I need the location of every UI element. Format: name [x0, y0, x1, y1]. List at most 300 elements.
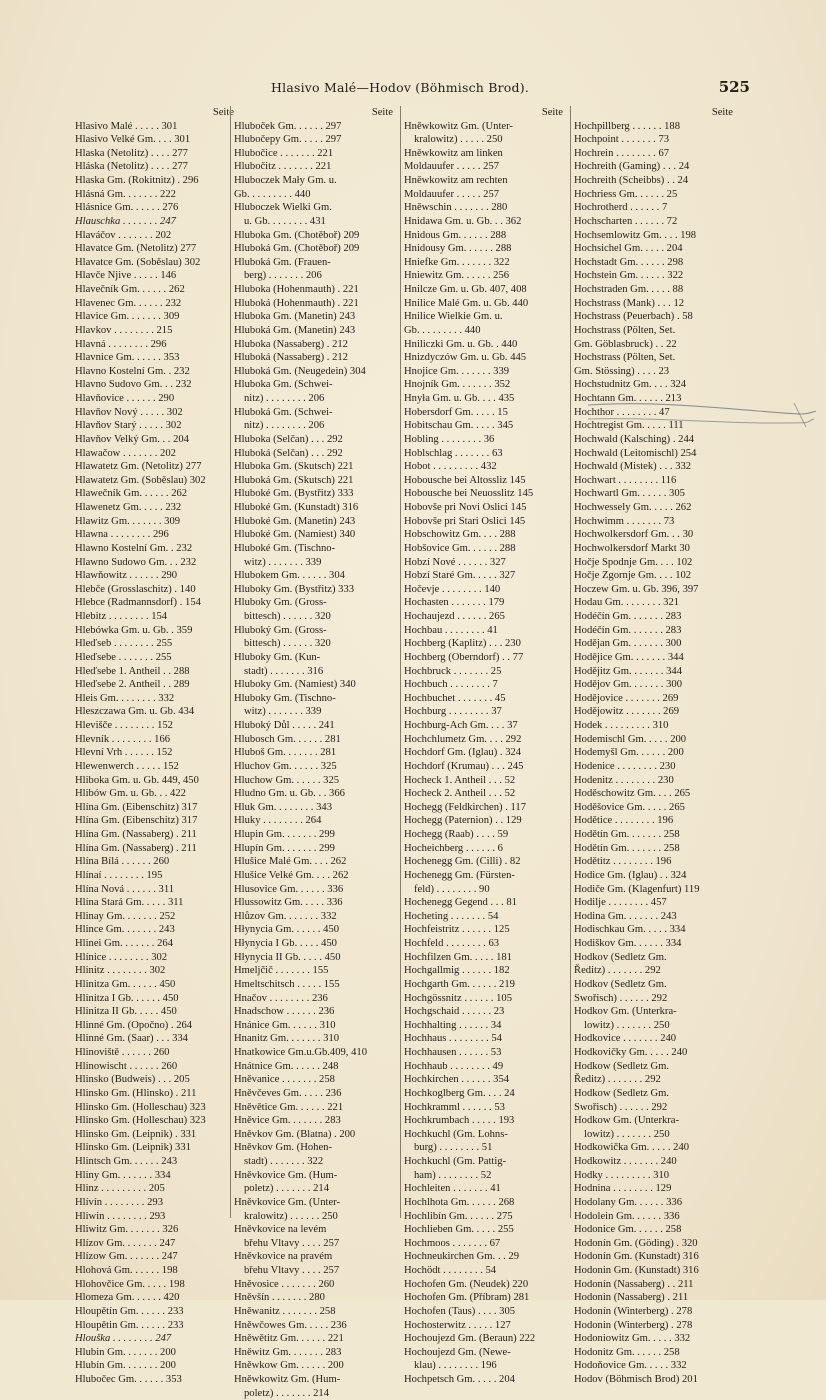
- index-entry: Hochenegg Gegend . . . 81: [404, 897, 517, 909]
- index-entry: Hlubosch Gm. . . . . . 281: [234, 733, 341, 745]
- index-entry: Hlawna . . . . . . . . 296: [75, 529, 169, 541]
- index-entry: Hněvšín . . . . . . . 280: [234, 1292, 325, 1304]
- index-entry: nitz) . . . . . . . . 206: [244, 393, 325, 405]
- index-entry: Hodonitz Gm. . . . . . 258: [574, 1346, 680, 1358]
- index-entry: Hluboká Gm. (Schwei-: [234, 406, 333, 418]
- index-entry: Hodolany Gm. . . . . . 336: [574, 1196, 682, 1208]
- index-entry: Hochhaus . . . . . . . . 54: [404, 1033, 502, 1045]
- index-entry: Hluboká Gm. (Chotěboř) 209: [234, 243, 360, 255]
- index-entry: Hoczew Gm. u. Gb. 396, 397: [574, 583, 699, 595]
- index-entry: Hodonice Gm. . . . . . 258: [574, 1224, 682, 1236]
- index-entry: Hodoniowitz Gm. . . . . 332: [574, 1333, 691, 1345]
- index-entry: Hlebce (Radmannsdorf) . 154: [75, 597, 201, 609]
- index-entry: Hochasten . . . . . . . 179: [404, 597, 505, 609]
- index-entry: Hněwanitz . . . . . . . 258: [234, 1305, 336, 1317]
- index-entry: Hlauschka . . . . . . . 247: [75, 215, 176, 227]
- index-entry: witz) . . . . . . . 339: [244, 556, 322, 568]
- column-header-seite: Seite: [371, 107, 393, 118]
- index-entry: burg) . . . . . . . . 51: [414, 1142, 493, 1154]
- index-entry: Hochkuchl (Gm. Lohns-: [404, 1128, 508, 1140]
- index-entry: Hodětín Gm. . . . . . . 258: [574, 829, 680, 841]
- index-entry: bittesch) . . . . . . 320: [244, 638, 331, 650]
- index-entry: Hliny Gm. . . . . . . 334: [75, 1169, 171, 1181]
- index-entry: Hmeljčič . . . . . . . 155: [234, 965, 329, 977]
- index-entry: Hluboka Gm. (Chotěboř) 209: [234, 229, 360, 241]
- index-entry: Hněwitz Gm. . . . . . . 283: [234, 1346, 342, 1358]
- index-entry: Hněvkovice Gm. (Unter-: [234, 1196, 340, 1208]
- index-entry: Hochwolkersdorf Markt 30: [574, 542, 690, 554]
- index-entry: Moldauufer . . . . . 257: [404, 161, 500, 173]
- index-entry: Hleszczawa Gm. u. Gb. 434: [75, 706, 195, 718]
- index-entry: břehu Vltavy . . . . 257: [244, 1237, 340, 1249]
- index-entry: Hlevní Vrh . . . . . . 152: [75, 747, 173, 759]
- index-entry: Hlupin Gm. . . . . . . 299: [234, 829, 335, 841]
- index-entry: Hněwkowitz Gm. (Hum-: [234, 1374, 341, 1386]
- index-entry: Hlinitza I Gb. . . . . . 450: [75, 992, 179, 1004]
- index-entry: Hochberg (Oberndorf) . . 77: [404, 651, 524, 663]
- index-entry: Hochbuch . . . . . . . . 7: [404, 679, 498, 691]
- index-entry: Hlince Gm. . . . . . . 243: [75, 924, 175, 936]
- index-entry: Hluboka Gm. (Skutsch) 221: [234, 461, 354, 473]
- index-entry: ham) . . . . . . . . 52: [414, 1169, 492, 1181]
- index-entry: Hnojice Gm. . . . . . . 339: [404, 365, 510, 377]
- index-entry: Hlawno Sudowo Gm. . . 232: [75, 556, 197, 568]
- index-entry: Hněvkovice na levém: [234, 1224, 327, 1236]
- index-entry: Hłynycia Gm. . . . . . 450: [234, 924, 340, 936]
- index-entry: Hlevišče . . . . . . . . 152: [75, 720, 173, 732]
- index-entry: Hobousche bei Neuosslitz 145: [404, 488, 534, 500]
- index-entry: břehu Vltavy . . . . 257: [244, 1265, 340, 1277]
- index-entry: Hlinsko (Budweis) . . . 205: [75, 1074, 190, 1086]
- index-entry: Hnilice Malé Gm. u. Gb. 440: [404, 297, 529, 309]
- index-entry: Hochbruck . . . . . . . 25: [404, 665, 502, 677]
- index-entry: Hluboky Gm. (Tischno-: [234, 692, 336, 704]
- index-entry: Hněwkowitz Gm. (Unter-: [404, 120, 513, 132]
- index-entry: Hochegg (Paternion) . . 129: [404, 815, 522, 827]
- index-entry: Hlawno Kostelní Gm. . 232: [75, 542, 193, 554]
- index-entry: Hodkov (Sedletz Gm.: [574, 978, 667, 990]
- index-entry: Hněwětitz Gm. . . . . . 221: [234, 1333, 344, 1345]
- index-entry: Hlízov Gm. . . . . . . 247: [75, 1237, 176, 1249]
- index-entry: Hochkrumbach . . . . . 193: [404, 1115, 515, 1127]
- handwritten-pencil-mark: [588, 393, 818, 433]
- index-entry: Hlohová Gm. . . . . . 198: [75, 1265, 178, 1277]
- index-entry: Hluky . . . . . . . . 264: [234, 815, 322, 827]
- index-entry: Hnyła Gm. u. Gb. . . . 435: [404, 393, 515, 405]
- index-entry: Hochaujezd . . . . . . 265: [404, 611, 505, 623]
- index-entry: Hnidousy Gm. . . . . . 288: [404, 243, 512, 255]
- index-entry: Hočje Spodnje Gm. . . . 102: [574, 556, 693, 568]
- index-entry: Hlomeza Gm. . . . . . 420: [75, 1292, 180, 1304]
- index-entry: Hlavnice Gm. . . . . . 353: [75, 352, 180, 364]
- index-entry: Hochwald (Mistek) . . . 332: [574, 461, 692, 473]
- index-entry: Hodoňovice Gm. . . . . 332: [574, 1360, 687, 1372]
- index-entry: Hodov (Böhmisch Brod) 201: [574, 1374, 698, 1386]
- index-entry: Hluboczek Wielki Gm.: [234, 202, 332, 214]
- index-entry: Hodischkau Gm. . . . . 334: [574, 924, 686, 936]
- index-entry: Hochpetsch Gm. . . . . 204: [404, 1374, 515, 1386]
- index-entry: Hluboká Gm. (Manetin) 243: [234, 324, 356, 336]
- index-entry: Hluboka (Nassaberg) . 212: [234, 338, 348, 350]
- index-entry: Hoděšovice Gm. . . . . 265: [574, 801, 685, 813]
- index-entry: Hłynycia II Gb. . . . . 450: [234, 951, 341, 963]
- index-entry: Hnánice Gm. . . . . . 310: [234, 1019, 336, 1031]
- index-entry: Hobovše pri Stari Oslici 145: [404, 515, 526, 527]
- index-entry: Hochfilzen Gm. . . . . 181: [404, 951, 512, 963]
- index-entry: Hlavná . . . . . . . . 296: [75, 338, 167, 350]
- index-entry: Hodonín Gm. (Kunstadt) 316: [574, 1251, 699, 1263]
- page-number: 525: [718, 78, 750, 96]
- index-entry: Hlavno Kostelní Gm. . 232: [75, 365, 190, 377]
- index-entry: Hlawačow . . . . . . . 202: [75, 447, 176, 459]
- index-entry: Hlavice Gm. . . . . . . 309: [75, 311, 180, 323]
- index-entry: Hlůzov Gm. . . . . . . 332: [234, 910, 337, 922]
- index-entry: Hněwschin . . . . . . . 280: [404, 202, 508, 214]
- index-column-3: [400, 106, 567, 1386]
- index-entry: Hlawatetz Gm. (Netolitz) 277: [75, 461, 202, 473]
- index-entry: Hočevje . . . . . . . . 140: [404, 583, 501, 595]
- index-entry: Hnizdyczów Gm. u. Gb. 445: [404, 352, 527, 364]
- index-entry: Hochkramml . . . . . . 53: [404, 1101, 505, 1113]
- index-entry: Hochberg (Kaplitz) . . . 230: [404, 638, 521, 650]
- index-entry: Hochscharten . . . . . . 72: [574, 215, 678, 227]
- index-entry: Hlínice . . . . . . . . 302: [75, 951, 168, 963]
- index-entry: Hlinoviště . . . . . . 260: [75, 1047, 170, 1059]
- index-entry: Hochsemlowitz Gm. . . . 198: [574, 229, 697, 241]
- index-entry: Hlibów Gm. u. Gb. . . 422: [75, 788, 186, 800]
- index-entry: Hlušice Malé Gm. . . . 262: [234, 856, 347, 868]
- index-entry: Hněvětice Gm. . . . . . 221: [234, 1101, 344, 1113]
- index-entry: Hlasivo Velké Gm. . . . 301: [75, 134, 191, 146]
- index-entry: Hněwkowitz am linken: [404, 147, 503, 159]
- index-entry: Swořisch) . . . . . . 292: [574, 992, 668, 1004]
- index-entry: lowitz) . . . . . . . 250: [584, 1128, 670, 1140]
- index-entry: Hodonin (Nassaberg) . 211: [574, 1292, 689, 1304]
- index-entry: Hochoujezd Gm. (Newe-: [404, 1346, 511, 1358]
- index-entry: Hluboká Gm. (Neugedein) 304: [234, 365, 366, 377]
- index-entry: Hniefke Gm. . . . . . . 322: [404, 256, 510, 268]
- index-entry: Hodkowitz . . . . . . . 240: [574, 1156, 677, 1168]
- index-entry: Hochstudnitz Gm. . . . 324: [574, 379, 687, 391]
- index-entry: Gm. Stössing) . . . . 23: [574, 365, 670, 377]
- index-entry: Hochhalting . . . . . . 34: [404, 1019, 502, 1031]
- index-entry: Hochlibín Gm. . . . . . 275: [404, 1210, 513, 1222]
- index-entry: Hlaska Gm. (Rokitnitz) . 296: [75, 175, 199, 187]
- index-entry: Hlavňov Starý . . . . . 302: [75, 420, 182, 432]
- index-entry: Hochgschaid . . . . . . 23: [404, 1006, 505, 1018]
- index-entry: Hněwčowes Gm. . . . . 236: [234, 1319, 347, 1331]
- index-entry: Hochtann Gm. . . . . . 213: [574, 393, 682, 405]
- index-entry: Hlebče (Grosslaschitz) . 140: [75, 583, 196, 595]
- index-entry: Hněvčeves Gm. . . . . 236: [234, 1087, 342, 1099]
- index-entry: Hleďseb . . . . . . . . 255: [75, 638, 173, 650]
- index-entry: Hodenice . . . . . . . . 230: [574, 760, 676, 772]
- index-entry: Hocheting . . . . . . . 54: [404, 910, 499, 922]
- index-entry: Hlína Gm. (Nassaberg) . 211: [75, 829, 197, 841]
- index-entry: Hodenitz . . . . . . . . 230: [574, 774, 674, 786]
- index-entry: Hlubin Gm. . . . . . . 200: [75, 1346, 176, 1358]
- index-entry: Hlawenetz Gm. . . . . 232: [75, 502, 182, 514]
- index-entry: Hloupětin Gm. . . . . . 233: [75, 1319, 184, 1331]
- index-entry: Hlína Gm. (Eibenschitz) 317: [75, 801, 198, 813]
- index-entry: Hodětice . . . . . . . . 196: [574, 815, 674, 827]
- index-entry: Hlinsko Gm. (Leipnik) . 331: [75, 1128, 197, 1140]
- index-entry: Hlavkov . . . . . . . . 215: [75, 324, 173, 336]
- index-column-1: [72, 106, 238, 1386]
- index-entry: Hodkow (Sedletz Gm.: [574, 1087, 670, 1099]
- index-entry: Hliboka Gm. u. Gb. 449, 450: [75, 774, 199, 786]
- index-entry: Hobzí Nové . . . . . . 327: [404, 556, 506, 568]
- index-entry: Swořisch) . . . . . . 292: [574, 1101, 668, 1113]
- index-entry: Hochriess Gm. . . . . . 25: [574, 188, 678, 200]
- index-entry: Hodonín (Winterberg) . 278: [574, 1305, 693, 1317]
- index-entry: Hluboký Důl . . . . . 241: [234, 720, 335, 732]
- index-entry: Hnilcze Gm. u. Gb. 407, 408: [404, 284, 527, 296]
- index-entry: Hněvanice . . . . . . . 258: [234, 1074, 335, 1086]
- index-entry: Hodkovičky Gm. . . . . 240: [574, 1047, 688, 1059]
- index-entry: Hobersdorf Gm. . . . . 15: [404, 406, 508, 418]
- index-entry: Hodéčín Gm. . . . . . . 283: [574, 611, 682, 623]
- index-entry: Hlinowischt . . . . . . 260: [75, 1060, 178, 1072]
- index-entry: Hniewitz Gm. . . . . . 256: [404, 270, 510, 282]
- index-entry: Hochdorf (Krumau) . . . 245: [404, 760, 524, 772]
- index-entry: Hleis Gm. . . . . . . . 332: [75, 692, 175, 704]
- index-entry: Hodolein Gm. . . . . . 336: [574, 1210, 680, 1222]
- running-head: Hlasivo Malé—Hodov (Böhmisch Brod).: [271, 80, 529, 95]
- index-entry: Hlinitz . . . . . . . . 302: [75, 965, 166, 977]
- index-entry: Hodiškov Gm. . . . . . 334: [574, 938, 682, 950]
- index-entry: Hobousche bei Altossliz 145: [404, 474, 526, 486]
- index-entry: poletz) . . . . . . . 214: [244, 1387, 330, 1399]
- index-entry: Hlasivo Malé . . . . . 301: [75, 120, 178, 132]
- index-entry: Hochosterwitz . . . . . 127: [404, 1319, 511, 1331]
- index-entry: Hochenegg Gm. (Cilli) . 82: [404, 856, 521, 868]
- index-entry: Hodemyšl Gm. . . . . . 200: [574, 747, 684, 759]
- index-entry: Hluboká (Nassaberg) . 212: [234, 352, 348, 364]
- index-entry: Hlupín Gm. . . . . . . 299: [234, 842, 335, 854]
- index-entry: Hodějan Gm. . . . . . . 300: [574, 638, 682, 650]
- index-entry: Hochwimm . . . . . . . 73: [574, 515, 675, 527]
- index-entry: Hochstrass (Peuerbach) . 58: [574, 311, 693, 323]
- index-entry: Hodějovice . . . . . . . 269: [574, 692, 679, 704]
- index-entry: Hlína Bílá . . . . . . 260: [75, 856, 170, 868]
- index-entry: Hlinitza Gm. . . . . . 450: [75, 978, 176, 990]
- index-entry: Hodice Gm. (Iglau) . . 324: [574, 869, 687, 881]
- index-entry: Hochstein Gm. . . . . . 322: [574, 270, 684, 282]
- index-entry: Hněvice Gm. . . . . . . 283: [234, 1115, 341, 1127]
- index-entry: Hlubokem Gm. . . . . . 304: [234, 570, 345, 582]
- index-entry: Hodau Gm. . . . . . . . 321: [574, 597, 680, 609]
- index-entry: Hluboka (Hohenmauth) . 221: [234, 284, 359, 296]
- index-entry: Hobschowitz Gm. . . . 288: [404, 529, 516, 541]
- index-entry: Hlinay Gm. . . . . . . 252: [75, 910, 176, 922]
- index-entry: Hlubočec Gm. . . . . . 353: [75, 1374, 182, 1386]
- index-entry: Hodětitz . . . . . . . . 196: [574, 856, 672, 868]
- index-entry: Gm. Göblasbruck) . . 22: [574, 338, 677, 350]
- index-entry: Hochpoint . . . . . . . 73: [574, 134, 670, 146]
- index-entry: stadt) . . . . . . . 316: [244, 665, 324, 677]
- index-entry: Hloupětín Gm. . . . . . 233: [75, 1305, 184, 1317]
- index-entry: nitz) . . . . . . . . 206: [244, 420, 325, 432]
- index-entry: Hluboky Gm. (Namiest) 340: [234, 679, 356, 691]
- index-entry: Hlaska (Netolitz) . . . . 277: [75, 147, 188, 159]
- index-entry: Hochlieben Gm. . . . . 255: [404, 1224, 514, 1236]
- index-entry: Hněvkov Gm. (Blatna) . 200: [234, 1128, 356, 1140]
- index-entry: Hněvkovice na pravém: [234, 1251, 333, 1263]
- index-entry: Hluboczek Mały Gm. u.: [234, 175, 337, 187]
- index-entry: Hochwald (Leitomischl) 254: [574, 447, 697, 459]
- index-entry: Hluboček Gm. . . . . . 297: [234, 120, 342, 132]
- index-entry: Hobot . . . . . . . . . 432: [404, 461, 497, 473]
- index-entry: Hluchov Gm. . . . . . 325: [234, 760, 337, 772]
- index-entry: Hlebówka Gm. u. Gb. . 359: [75, 624, 193, 636]
- index-entry: Hochwald (Kalsching) . 244: [574, 433, 695, 445]
- index-entry: Hliwin . . . . . . . . 293: [75, 1210, 166, 1222]
- index-entry: Hlubočice . . . . . . . 221: [234, 147, 334, 159]
- index-entry: Hlásná Gm. . . . . . . 222: [75, 188, 176, 200]
- index-entry: Hochegg (Raab) . . . . 59: [404, 829, 509, 841]
- index-entry: Hodějowitz . . . . . . . 269: [574, 706, 680, 718]
- index-entry: Hnidawa Gm. u. Gb. . . 362: [404, 215, 522, 227]
- index-entry: Hochsichel Gm. . . . . 204: [574, 243, 683, 255]
- index-entry: Hochmoos . . . . . . . 67: [404, 1237, 501, 1249]
- index-entry: Hlavňov Velký Gm. . . 204: [75, 433, 189, 445]
- index-entry: Hochstrass (Pölten, Set.: [574, 352, 676, 364]
- index-entry: Hlinsko Gm. (Hlinsko) . 211: [75, 1087, 197, 1099]
- column-header-seite: Seite: [212, 107, 234, 118]
- index-entry: Hochgössnitz . . . . . . 105: [404, 992, 512, 1004]
- index-entry: Hochburg-Ach Gm. . . . 37: [404, 720, 518, 732]
- index-entry: Hnidous Gm. . . . . . 288: [404, 229, 507, 241]
- index-entry: Hlavče Njive . . . . . 146: [75, 270, 177, 282]
- index-entry: Hlinz . . . . . . . . . 205: [75, 1183, 165, 1195]
- index-entry: Hochlhota Gm. . . . . . 268: [404, 1196, 515, 1208]
- index-entry: Hlinné Gm. (Saar) . . . 334: [75, 1033, 188, 1045]
- index-entry: Hluboky Gm. (Bystřitz) 333: [234, 583, 355, 595]
- index-entry: Hochhaub . . . . . . . . 49: [404, 1060, 504, 1072]
- index-entry: Hłynycia I Gb. . . . . 450: [234, 938, 337, 950]
- index-entry: Hluboké Gm. (Kunstadt) 316: [234, 502, 359, 514]
- index-column-4: [570, 106, 737, 1386]
- index-entry: Hněvkovice Gm. (Hum-: [234, 1169, 338, 1181]
- index-entry: Hleďsebe 2. Antheil . . 289: [75, 679, 190, 691]
- index-entry: Hodkov Gm. (Unterkra-: [574, 1006, 677, 1018]
- index-entry: Hlavečník Gm. . . . . . 262: [75, 284, 185, 296]
- index-entry: Hochdorf Gm. (Iglau) . 324: [404, 747, 522, 759]
- index-entry: Hlebitz . . . . . . . . 154: [75, 611, 168, 623]
- index-entry: Hočje Zgornje Gm. . . . 102: [574, 570, 692, 582]
- index-entry: Hluboké Gm. (Bystřitz) 333: [234, 488, 354, 500]
- index-entry: Hlavňov Nový . . . . . 302: [75, 406, 183, 418]
- index-entry: Hodemischl Gm. . . . . 200: [574, 733, 687, 745]
- index-entry: Hochbau . . . . . . . . 41: [404, 624, 498, 636]
- index-entry: Hnanitz Gm. . . . . . . 310: [234, 1033, 340, 1045]
- index-entry: Hnatkowice Gm.u.Gb.409, 410: [234, 1047, 367, 1059]
- index-entry: Hochpillberg . . . . . . 188: [574, 120, 681, 132]
- index-entry: Hnojník Gm. . . . . . . 352: [404, 379, 511, 391]
- index-entry: Hochneukirchen Gm. . . 29: [404, 1251, 520, 1263]
- index-entry: Hodek . . . . . . . . . 310: [574, 720, 669, 732]
- index-entry: Hněvosice . . . . . . . 260: [234, 1278, 335, 1290]
- index-entry: Hlussowitz Gm. . . . . 336: [234, 897, 343, 909]
- index-entry: Hlinné Gm. (Opočno) . 264: [75, 1019, 193, 1031]
- index-entry: Hlína Gm. (Eibenschitz) 317: [75, 815, 198, 827]
- index-entry: Hluboká (Hohenmauth) . 221: [234, 297, 359, 309]
- index-entry: Hlinitza II Gb. . . . . 450: [75, 1006, 177, 1018]
- index-entry: Hocheichberg . . . . . . 6: [404, 842, 503, 854]
- index-entry: Hlízow Gm. . . . . . . 247: [75, 1251, 178, 1263]
- index-entry: Hláska (Netolitz) . . . . 277: [75, 161, 188, 173]
- index-entry: Hliwitz Gm. . . . . . . 326: [75, 1224, 179, 1236]
- index-entry: Hodějov Gm. . . . . . . 300: [574, 679, 682, 691]
- index-entry: Hlewenwerch . . . . . 152: [75, 760, 179, 772]
- index-entry: Hochfeistritz . . . . . . 125: [404, 924, 510, 936]
- index-entry: berg) . . . . . . . 206: [244, 270, 322, 282]
- index-entry: Hlawňowitz . . . . . . 290: [75, 570, 178, 582]
- index-entry: Hochwartl Gm. . . . . . 305: [574, 488, 685, 500]
- index-entry: Hochofen Gm. (Příbram) 281: [404, 1292, 530, 1304]
- index-entry: Hochoujezd Gm. (Beraun) 222: [404, 1333, 536, 1345]
- index-entry: Hluboký Gm. (Gross-: [234, 624, 327, 636]
- index-entry: Hlavatce Gm. (Soběslau) 302: [75, 256, 201, 268]
- index-entry: Hochthor . . . . . . . . 47: [574, 406, 670, 418]
- index-entry: Hochrotherd . . . . . . 7: [574, 202, 668, 214]
- index-entry: feld) . . . . . . . . 90: [414, 883, 490, 895]
- index-entry: Hochwart . . . . . . . . 116: [574, 474, 677, 486]
- index-entry: Hlubočepy Gm. . . . . 297: [234, 134, 342, 146]
- index-entry: Hochtregist Gm. . . . . 111: [574, 420, 684, 432]
- index-entry: Hoblschlag . . . . . . . 63: [404, 447, 503, 459]
- index-entry: Hochburg . . . . . . . . 37: [404, 706, 502, 718]
- index-entry: Hluboká Gm. (Skutsch) 221: [234, 474, 354, 486]
- index-entry: Hochgarth Gm. . . . . . 219: [404, 978, 515, 990]
- index-entry: Hněwkow Gm. . . . . . 200: [234, 1360, 344, 1372]
- index-entry: Hochstadt Gm. . . . . . 298: [574, 256, 684, 268]
- index-entry: Hochbuchet . . . . . . . 45: [404, 692, 506, 704]
- index-entry: Hlína Stará Gm. . . . . 311: [75, 897, 184, 909]
- index-entry: Hodina Gm. . . . . . . 243: [574, 910, 677, 922]
- index-entry: Hochleiten . . . . . . . 41: [404, 1183, 501, 1195]
- index-entry: Hlawitz Gm. . . . . . . 309: [75, 515, 181, 527]
- index-entry: Hmeltschitsch . . . . . 155: [234, 978, 340, 990]
- index-entry: Hnadschow . . . . . . 236: [234, 1006, 335, 1018]
- index-entry: Hluchow Gm. . . . . . 325: [234, 774, 340, 786]
- index-entry: Hodonín Gm. (Göding) . 320: [574, 1237, 698, 1249]
- index-entry: Hochkoglberg Gm. . . . 24: [404, 1087, 515, 1099]
- index-entry: Hlinei Gm. . . . . . . 264: [75, 938, 173, 950]
- index-entry: Ředitz) . . . . . . . 292: [574, 965, 661, 977]
- index-entry: Hlavenec Gm. . . . . . 232: [75, 297, 182, 309]
- index-entry: Hněwkowitz am rechten: [404, 175, 508, 187]
- index-entry: Hocheck 1. Antheil . . . 52: [404, 774, 516, 786]
- index-entry: Hochstrass (Mank) . . . 12: [574, 297, 685, 309]
- index-entry: Hochofen Gm. (Neudek) 220: [404, 1278, 529, 1290]
- index-entry: Hodnina . . . . . . . . 129: [574, 1183, 672, 1195]
- index-entry: Hlavno Sudovo Gm. . . 232: [75, 379, 192, 391]
- index-entry: Hochegg (Feldkirchen) . 117: [404, 801, 526, 813]
- index-entry: Hluboky Gm. (Gross-: [234, 597, 327, 609]
- index-entry: Hodky . . . . . . . . . 310: [574, 1169, 670, 1181]
- index-entry: Hlásnice Gm. . . . . . 276: [75, 202, 179, 214]
- index-entry: Hlavňovice . . . . . . 290: [75, 393, 175, 405]
- index-entry: Hlusovice Gm. . . . . . 336: [234, 883, 344, 895]
- index-entry: lowitz) . . . . . . . 250: [584, 1019, 670, 1031]
- index-entry: Hochwolkersdorf Gm. . . 30: [574, 529, 694, 541]
- index-entry: Hochfeld . . . . . . . . 63: [404, 938, 500, 950]
- index-entry: Hochchlumetz Gm. . . . 292: [404, 733, 522, 745]
- index-column-2: [230, 106, 397, 1399]
- index-entry: Hodkow Gm. (Unterkra-: [574, 1115, 680, 1127]
